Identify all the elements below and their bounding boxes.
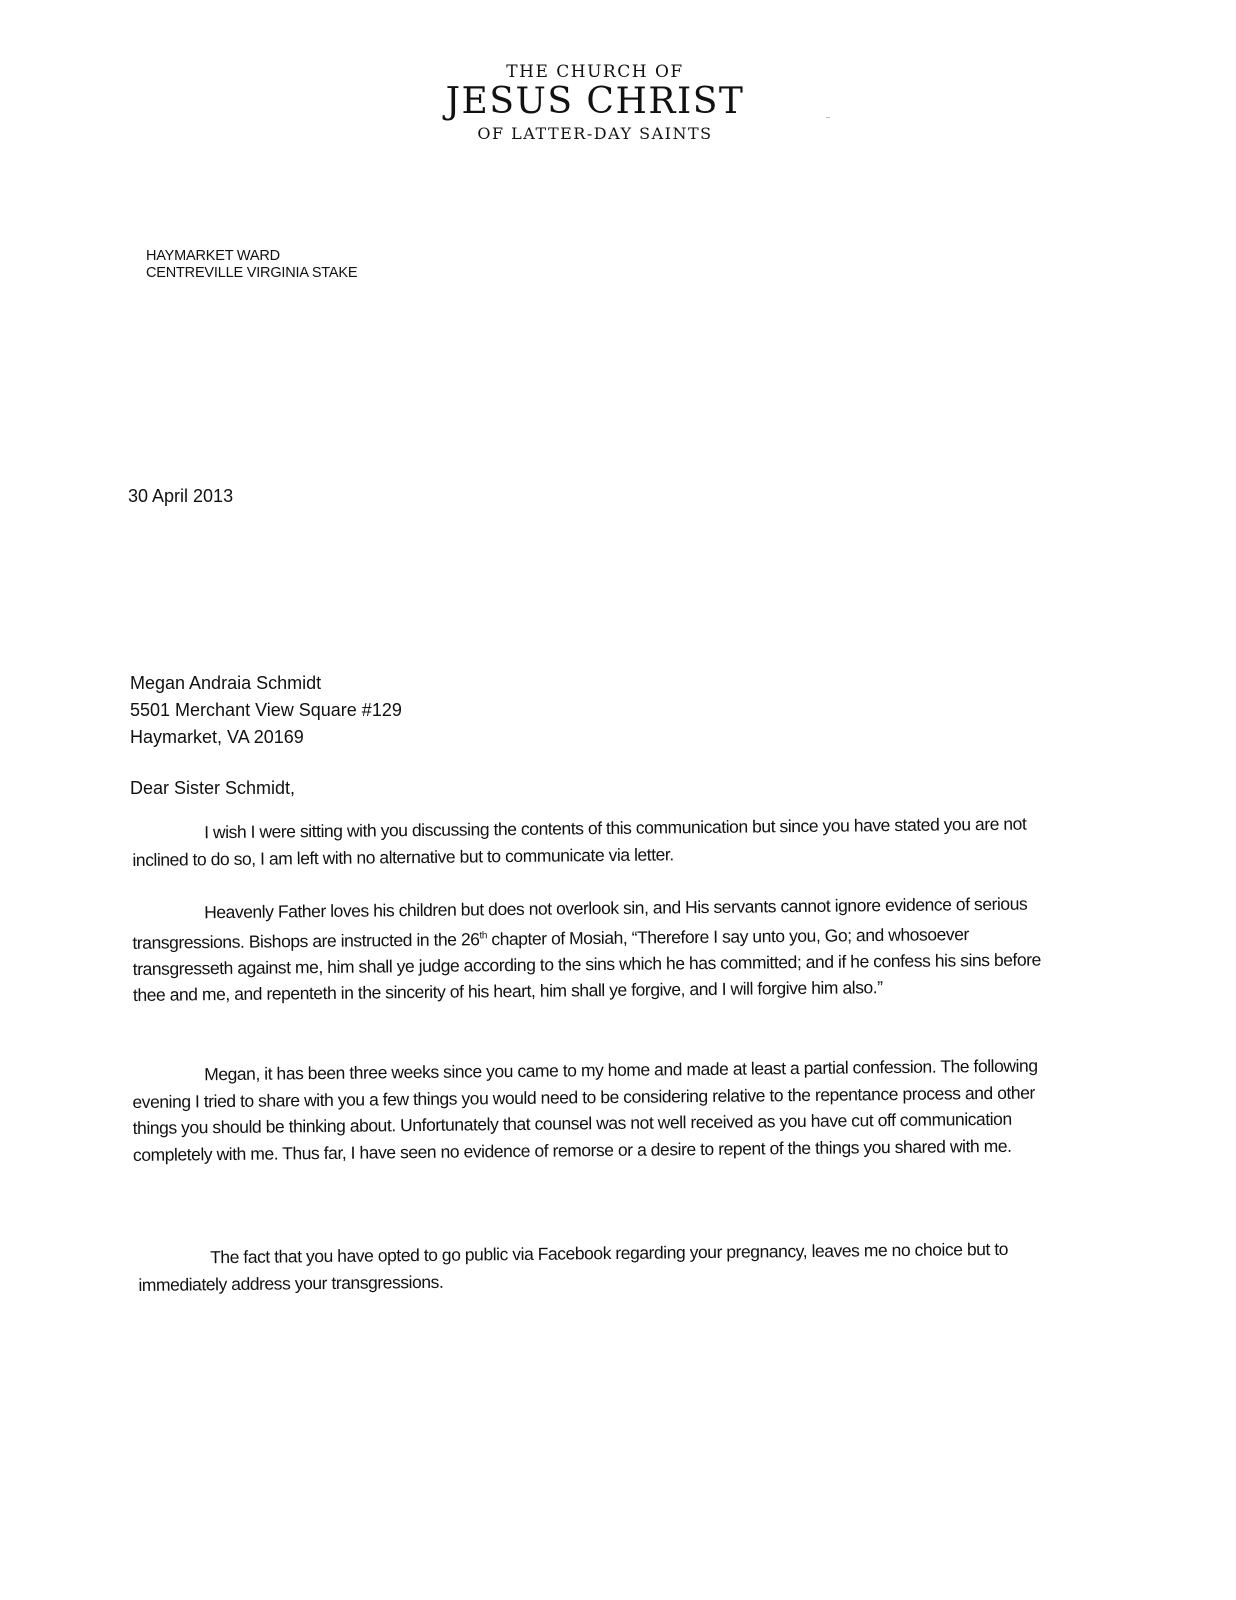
- recipient-city: Haymarket, VA 20169: [130, 727, 304, 747]
- ordinal-superscript: th: [479, 929, 487, 941]
- paragraph-4: [138, 1235, 1069, 1298]
- paragraph-3-text: Megan, it has been three weeks since you came to my home and made at least a partial confession. The following evening I tried to share with you a few things you would need to be considering relative to the repentance process and other things you should be thinking about. Unfortunately that counsel was not well received as you have cut off communication completely with me. Thus far, I have seen no evidence of remorse or a desire to repent of the things you shared with me.: [132, 1055, 1038, 1165]
- paragraph-2-text-b: chapter of Mosiah, “Therefore I say unto you, Go; and whosoever transgresseth against me, him shall ye judge according to the sins which he has committed; and if he confess his sins before thee and me, and repenteth in the sincerity of his heart, him shall ye forgive, and I will forgive him also.”: [132, 923, 1041, 1006]
- paragraph-2: [132, 890, 1063, 1009]
- letterhead-line-3: OF LATTER-DAY SAINTS: [477, 124, 713, 143]
- scan-speck: [826, 117, 830, 118]
- recipient-address: [130, 670, 402, 751]
- recipient-street: 5501 Merchant View Square #129: [130, 700, 402, 720]
- letter-date: 30 April 2013: [128, 486, 234, 506]
- letterhead-line-2: JESUS CHRIST: [445, 81, 745, 122]
- stake-name: CENTREVILLE VIRGINIA STAKE: [146, 265, 358, 281]
- paragraph-4-text: The fact that you have opted to go public via Facebook regarding your pregnancy, leaves me no choice but to immediately address your transgressions.: [138, 1238, 1009, 1295]
- paragraph-3: [132, 1052, 1063, 1168]
- paragraph-2-text-a: Heavenly Father loves his children but does not overlook sin, and His servants cannot ignore evidence of serious transgressions. Bishops are instructed in the 26: [132, 893, 1028, 953]
- recipient-name: Megan Andraia Schmidt: [130, 673, 322, 693]
- letterhead-line-1: THE CHURCH OF: [506, 62, 684, 82]
- paragraph-1-text: I wish I were sitting with you discussing the contents of this communication but since you have stated you are not inclined to do so, I am left with no alternative but to communicate via letter.: [132, 813, 1027, 870]
- paragraph-1: [132, 810, 1063, 873]
- salutation: Dear Sister Schmidt,: [130, 778, 296, 798]
- ward-name: HAYMARKET WARD: [146, 248, 280, 264]
- unit-block: [146, 248, 357, 282]
